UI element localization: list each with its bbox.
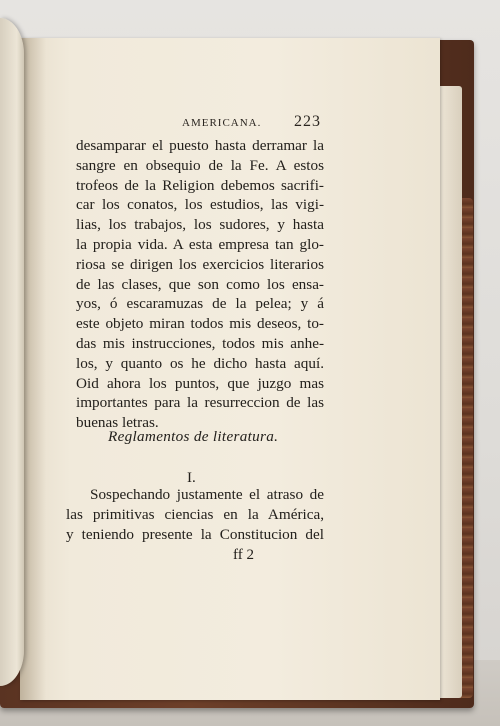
text-line: la propia vida. A esta empresa tan glo- [76, 235, 324, 253]
running-head: AMERICANA. [182, 117, 262, 129]
text-line: desamparar el puesto hasta derramar la [76, 137, 324, 154]
left-page-edge [0, 18, 24, 686]
section-paragraph [66, 485, 324, 544]
text-line: importantes para la resurreccion de las [76, 394, 324, 412]
signature-mark: ff 2 [233, 547, 254, 563]
section-numeral: I. [187, 470, 196, 486]
page-number: 223 [294, 113, 321, 130]
body-paragraph [76, 136, 324, 433]
section-title: Reglamentos de literatura. [108, 428, 279, 445]
text-line: buenas letras. [76, 414, 159, 432]
text-line: sangre en obsequio de la Fe. A estos [76, 156, 324, 174]
text-line: lias, los trabajos, los sudores, y hasta [76, 216, 324, 234]
text-line: trofeos de la Religion debemos sacrifi- [76, 176, 324, 194]
text-line: yos, ó escaramuzas de la pelea; y á [76, 295, 324, 313]
text-line: este objeto miran todos mis deseos, to- [76, 315, 324, 333]
text-line: los, y quanto os he dicho hasta aquí. [76, 354, 324, 372]
text-line: Oid ahora los puntos, que juzgo mas [76, 374, 324, 392]
text-line: las primitivas ciencias en la América, [66, 505, 324, 523]
text-line: riosa se dirigen los exercicios literarios [76, 255, 324, 273]
text-line: car los conatos, los estudios, las vigi- [76, 196, 324, 214]
text-line: y teniendo presente la Constitucion del [66, 525, 324, 543]
text-line: das mis instrucciones, todos mis anhe- [76, 334, 324, 352]
text-line: Sospechando justamente el atraso de [90, 486, 324, 503]
text-line: de las clases, que son como los ensa- [76, 275, 324, 293]
